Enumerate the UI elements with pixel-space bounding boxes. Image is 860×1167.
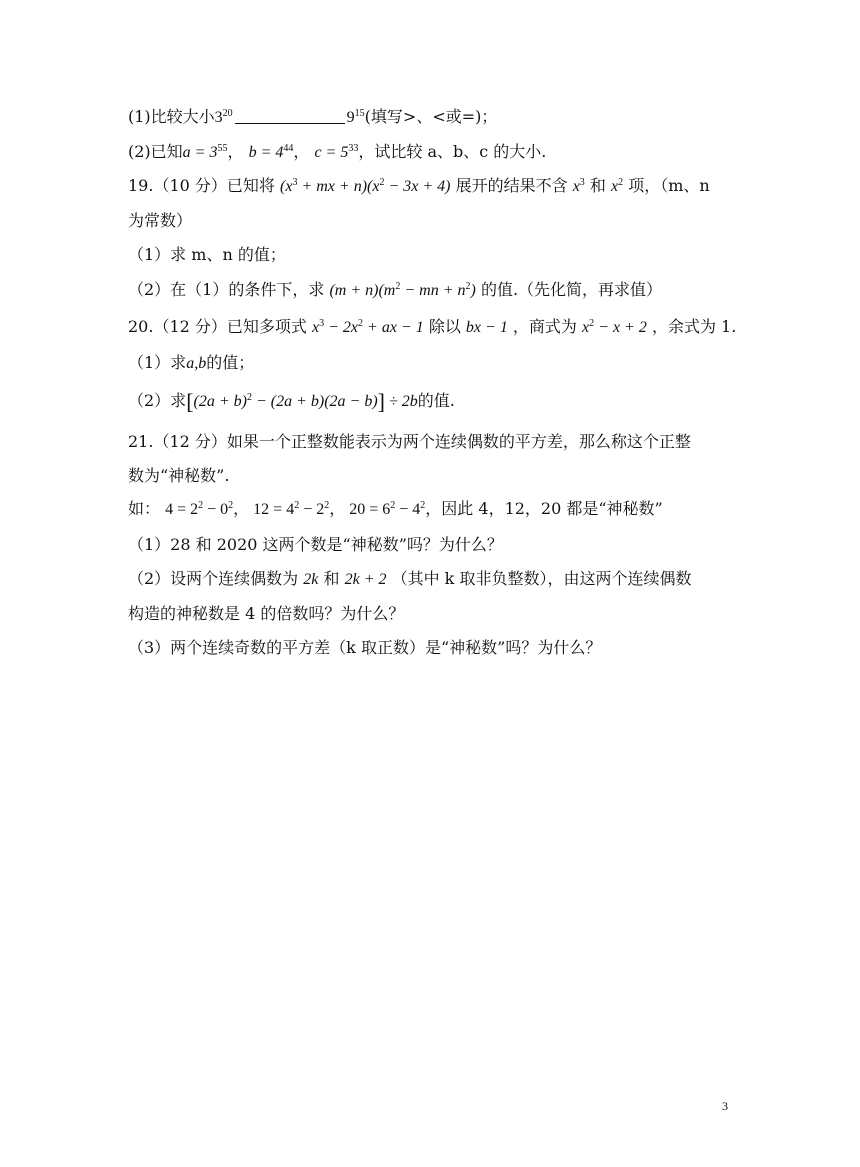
q19-stem-a: 19.（10 分）已知将 [128, 176, 275, 195]
q19-stem-d: 项，（m、n [628, 176, 710, 195]
q21-example-a: 如： [128, 499, 161, 518]
q19-sub2-expression: $(m + n)(m^2$ − mn + $n^2$) [329, 281, 476, 299]
q21-2k-plus-2: 2k + 2 [344, 571, 387, 588]
q21-sub2-line2: 构造的神秘数是 4 的倍数吗？为什么？ [128, 604, 405, 623]
q21-sub2 [128, 568, 691, 591]
q20-quotient: $x^2 - x + 2$ [582, 318, 647, 336]
q21-stem-line1: 21.（12 分）如果一个正整数能表示为两个连续偶数的平方差，那么称这个正整 [128, 432, 691, 451]
q20-stem-d: ，余式为 1. [651, 317, 737, 336]
q21-example [128, 498, 663, 521]
q18-part2: (2)已知$a = 3^{55}$， $b = 4^{44}$， $c = 5^{33}$，试比较 a、b、c 的大小. [128, 142, 547, 161]
q19-stem-e: 为常数） [128, 211, 193, 230]
q18-b-value: b = 4 [248, 144, 284, 161]
q19-expression: ($x^3$ + mx + $n)(x^2 - 3x + 4)$ [280, 177, 451, 195]
q18-b-exp: 44 [283, 143, 294, 154]
q21-example-formulas: $4 = 2^2 - 0^2$， $12 = 4^2 - 2^2$， $20 = 6^2 - 4^2$ [165, 500, 426, 518]
q19-x3: $x^3$ [572, 177, 585, 195]
q21-sub2-c: （其中 k 取非负整数），由这两个连续偶数 [391, 569, 692, 588]
q19-sub2-a: （2）在（1）的条件下，求 [128, 280, 325, 299]
q20-stem-c: ，商式为 [512, 317, 577, 336]
q18-a-value: a = 3 [182, 144, 218, 161]
q18-part2-prefix: (2)已知 [128, 142, 183, 161]
q21-example-b: ，因此 4，12，20 都是“神秘数” [425, 499, 663, 518]
q18-base1: 3 [214, 109, 223, 126]
q21-2k: 2k [303, 571, 319, 588]
q20-sub1 [128, 352, 254, 375]
q20-sub2-expression: $[(2a + b)^2 - (2a + b)(2a - b)] \div 2b$ [186, 389, 418, 414]
q18-c-exp: 33 [348, 143, 359, 154]
q20-sub2-a: （2）求 [128, 391, 187, 410]
q18-c-value: c = 5 [314, 144, 349, 161]
q19-stem [128, 175, 710, 198]
q20-sub1-a: （1）求 [128, 353, 187, 372]
q21-sub2-b: 和 [323, 569, 340, 588]
q19-sub2 [128, 279, 662, 302]
q18-part1 [128, 106, 497, 129]
q18-part2-suffix: ，试比较 a、b、c 的大小. [358, 142, 547, 161]
q21-sub1: （1）28 和 2020 这两个数是“神秘数”吗？为什么？ [128, 535, 503, 554]
q21-stem-line2: 数为“神秘数”. [128, 466, 230, 485]
q19-sub2-b: 的值.（先化简，再求值） [480, 280, 663, 299]
q19-stem-b: 展开的结果不含 [455, 176, 568, 195]
q18-a-exp: 55 [217, 143, 228, 154]
q20-ab: a,b [186, 355, 207, 372]
q18-exp1: 20 [222, 108, 233, 119]
page-number: 3 [722, 1099, 728, 1113]
q20-sub2-b: 的值. [417, 391, 455, 410]
q20-stem [128, 316, 736, 339]
q19-x2: $x^2$ [611, 177, 624, 195]
q21-sub3: （3）两个连续奇数的平方差（k 取正数）是“神秘数”吗？为什么？ [128, 638, 602, 657]
q20-sub2 [128, 390, 455, 413]
q19-sub1: （1）求 m、n 的值； [128, 245, 286, 264]
q20-sub1-b: 的值； [206, 353, 255, 372]
q21-sub2-a: （2）设两个连续偶数为 [128, 569, 299, 588]
q20-divisor: bx − 1 [465, 319, 508, 336]
q20-stem-a: 20.（12 分）已知多项式 [128, 317, 307, 336]
q18-part1-prefix: (1)比较大小 [128, 107, 215, 126]
q20-stem-b: 除以 [428, 317, 461, 336]
q18-base2: 9 [346, 109, 355, 126]
answer-blank[interactable] [235, 109, 345, 124]
q20-polynomial: $x^3 - 2x^2$ + ax − 1 [312, 318, 424, 336]
q18-exp2: 15 [354, 108, 365, 119]
q18-part1-suffix: (填写>、<或=)； [364, 107, 498, 126]
q19-stem-c: 和 [589, 176, 606, 195]
